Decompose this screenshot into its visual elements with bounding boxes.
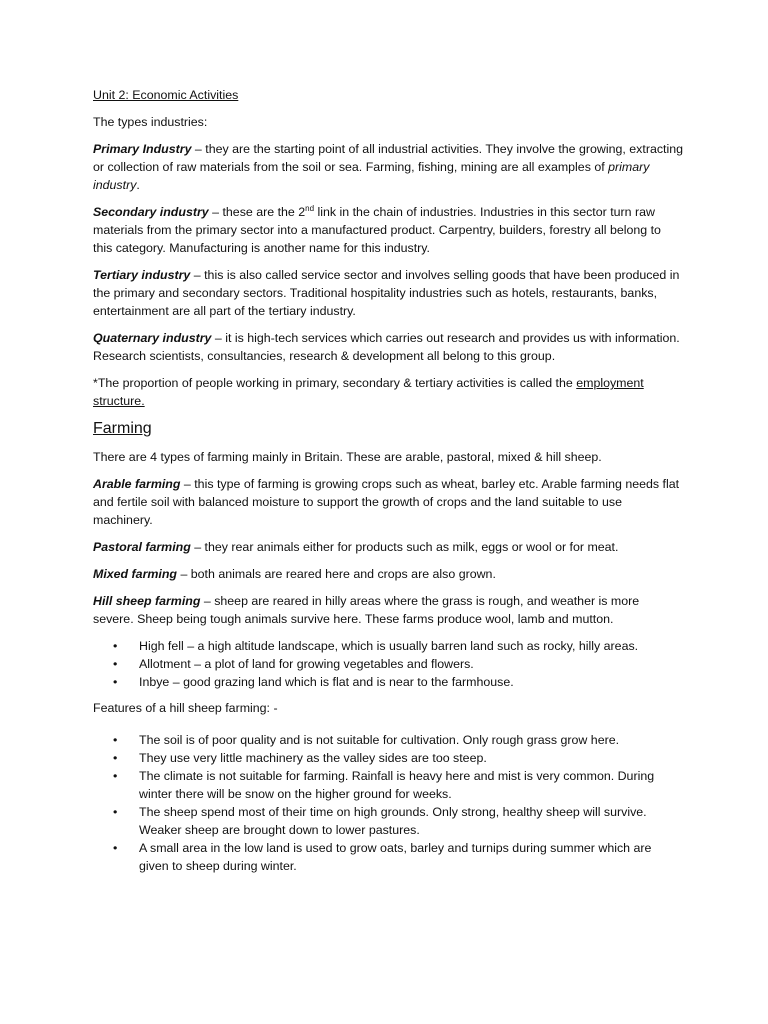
bullet-icon: • bbox=[113, 657, 118, 671]
arable-farming-text: – this type of farming is growing crops such as wheat, barley etc. Arable farming needs flat and fertile soil with balanced moisture to support the growth of crops and the land suitable to use machinery. bbox=[93, 477, 680, 527]
bullet-icon: • bbox=[113, 751, 118, 765]
list-item-text: Inbye – good grazing land which is flat and is near to the farmhouse. bbox=[139, 675, 514, 689]
list-item bbox=[93, 749, 683, 767]
primary-industry-end: . bbox=[136, 178, 140, 192]
employment-structure-note bbox=[93, 374, 683, 410]
pastoral-farming-term: Pastoral farming bbox=[93, 540, 191, 554]
quaternary-industry-term: Quaternary industry bbox=[93, 331, 212, 345]
hill-sheep-farming-text: – sheep are reared in hilly areas where the grass is rough, and weather is more severe. Sheep being tough animals survive here. These farms produce wool, lamb and mutton. bbox=[93, 594, 640, 626]
features-heading: Features of a hill sheep farming: - bbox=[93, 701, 278, 715]
primary-industry-italic: primary industry bbox=[93, 160, 650, 192]
document-page bbox=[93, 86, 683, 883]
list-item bbox=[93, 803, 683, 839]
employment-structure-term: employment structure. bbox=[93, 376, 644, 408]
list-item-text: The climate is not suitable for farming. Rainfall is heavy here and mist is very common. During winter there will be snow on the higher ground for weeks. bbox=[139, 769, 655, 801]
hill-sheep-farming-paragraph bbox=[93, 592, 683, 628]
tertiary-industry-term: Tertiary industry bbox=[93, 268, 191, 282]
hill-sheep-farming-term: Hill sheep farming bbox=[93, 594, 201, 608]
bullet-icon: • bbox=[113, 805, 118, 819]
bullet-icon: • bbox=[113, 675, 118, 689]
tertiary-industry-paragraph bbox=[93, 266, 683, 320]
list-item bbox=[93, 839, 683, 875]
primary-industry-text: – they are the starting point of all industrial activities. They involve the growing, extracting or collection of raw materials from the soil or sea. Farming, fishing, mining are all examples of bbox=[93, 142, 684, 174]
list-item-text: Allotment – a plot of land for growing vegetables and flowers. bbox=[139, 657, 474, 671]
list-item bbox=[93, 673, 683, 691]
list-item bbox=[93, 731, 683, 749]
bullet-icon: • bbox=[113, 841, 118, 855]
land-terms-list bbox=[93, 637, 683, 691]
farming-intro: There are 4 types of farming mainly in Britain. These are arable, pastoral, mixed & hill sheep. bbox=[93, 450, 602, 464]
secondary-industry-term: Secondary industry bbox=[93, 205, 209, 219]
tertiary-industry-text: – this is also called service sector and involves selling goods that have been produced in the primary and secondary sectors. Traditional hospitality industries such as hotels, restaurants, banks, entertainment are all part of the tertiary industry. bbox=[93, 268, 680, 318]
list-item bbox=[93, 767, 683, 803]
bullet-icon: • bbox=[113, 639, 118, 653]
list-item-text: The soil is of poor quality and is not suitable for cultivation. Only rough grass grow here. bbox=[139, 733, 620, 747]
list-item-text: They use very little machinery as the valley sides are too steep. bbox=[139, 751, 487, 765]
mixed-farming-term: Mixed farming bbox=[93, 567, 177, 581]
mixed-farming-paragraph bbox=[93, 565, 683, 583]
secondary-industry-text: – these are the 2 bbox=[208, 205, 306, 219]
unit-title: Unit 2: Economic Activities bbox=[93, 88, 239, 102]
list-item bbox=[93, 655, 683, 673]
pastoral-farming-paragraph bbox=[93, 538, 683, 556]
quaternary-industry-text: – it is high-tech services which carries out research and provides us with information. Research scientists, consultancies, research & development all belong to this group. bbox=[93, 331, 680, 363]
list-item bbox=[93, 637, 683, 655]
mixed-farming-text: – both animals are reared here and crops are also grown. bbox=[177, 567, 496, 581]
employment-note-text: *The proportion of people working in primary, secondary & tertiary activities is called the bbox=[93, 376, 577, 390]
secondary-industry-paragraph bbox=[93, 203, 683, 257]
features-list bbox=[93, 731, 683, 875]
primary-industry-paragraph bbox=[93, 140, 683, 194]
list-item-text: The sheep spend most of their time on high grounds. Only strong, healthy sheep will survive. Weaker sheep are brought down to lower pastures. bbox=[139, 805, 647, 837]
arable-farming-paragraph bbox=[93, 475, 683, 529]
pastoral-farming-text: – they rear animals either for products such as milk, eggs or wool or for meat. bbox=[190, 540, 619, 554]
ordinal-superscript: nd bbox=[305, 203, 315, 213]
arable-farming-term: Arable farming bbox=[93, 477, 181, 491]
bullet-icon: • bbox=[113, 769, 118, 783]
primary-industry-term: Primary Industry bbox=[93, 142, 192, 156]
farming-heading: Farming bbox=[93, 420, 152, 437]
list-item-text: High fell – a high altitude landscape, which is usually barren land such as rocky, hilly areas. bbox=[139, 639, 639, 653]
bullet-icon: • bbox=[113, 733, 118, 747]
list-item-text: A small area in the low land is used to grow oats, barley and turnips during summer which are given to sheep during winter. bbox=[139, 841, 652, 873]
quaternary-industry-paragraph bbox=[93, 329, 683, 365]
types-intro: The types industries: bbox=[93, 115, 208, 129]
secondary-industry-text-cont: link in the chain of industries. Industries in this sector turn raw materials from the primary sector into a manufactured product. Carpentry, builders, forestry all belong to this category. Manufacturing is another name for this industry. bbox=[93, 205, 661, 255]
